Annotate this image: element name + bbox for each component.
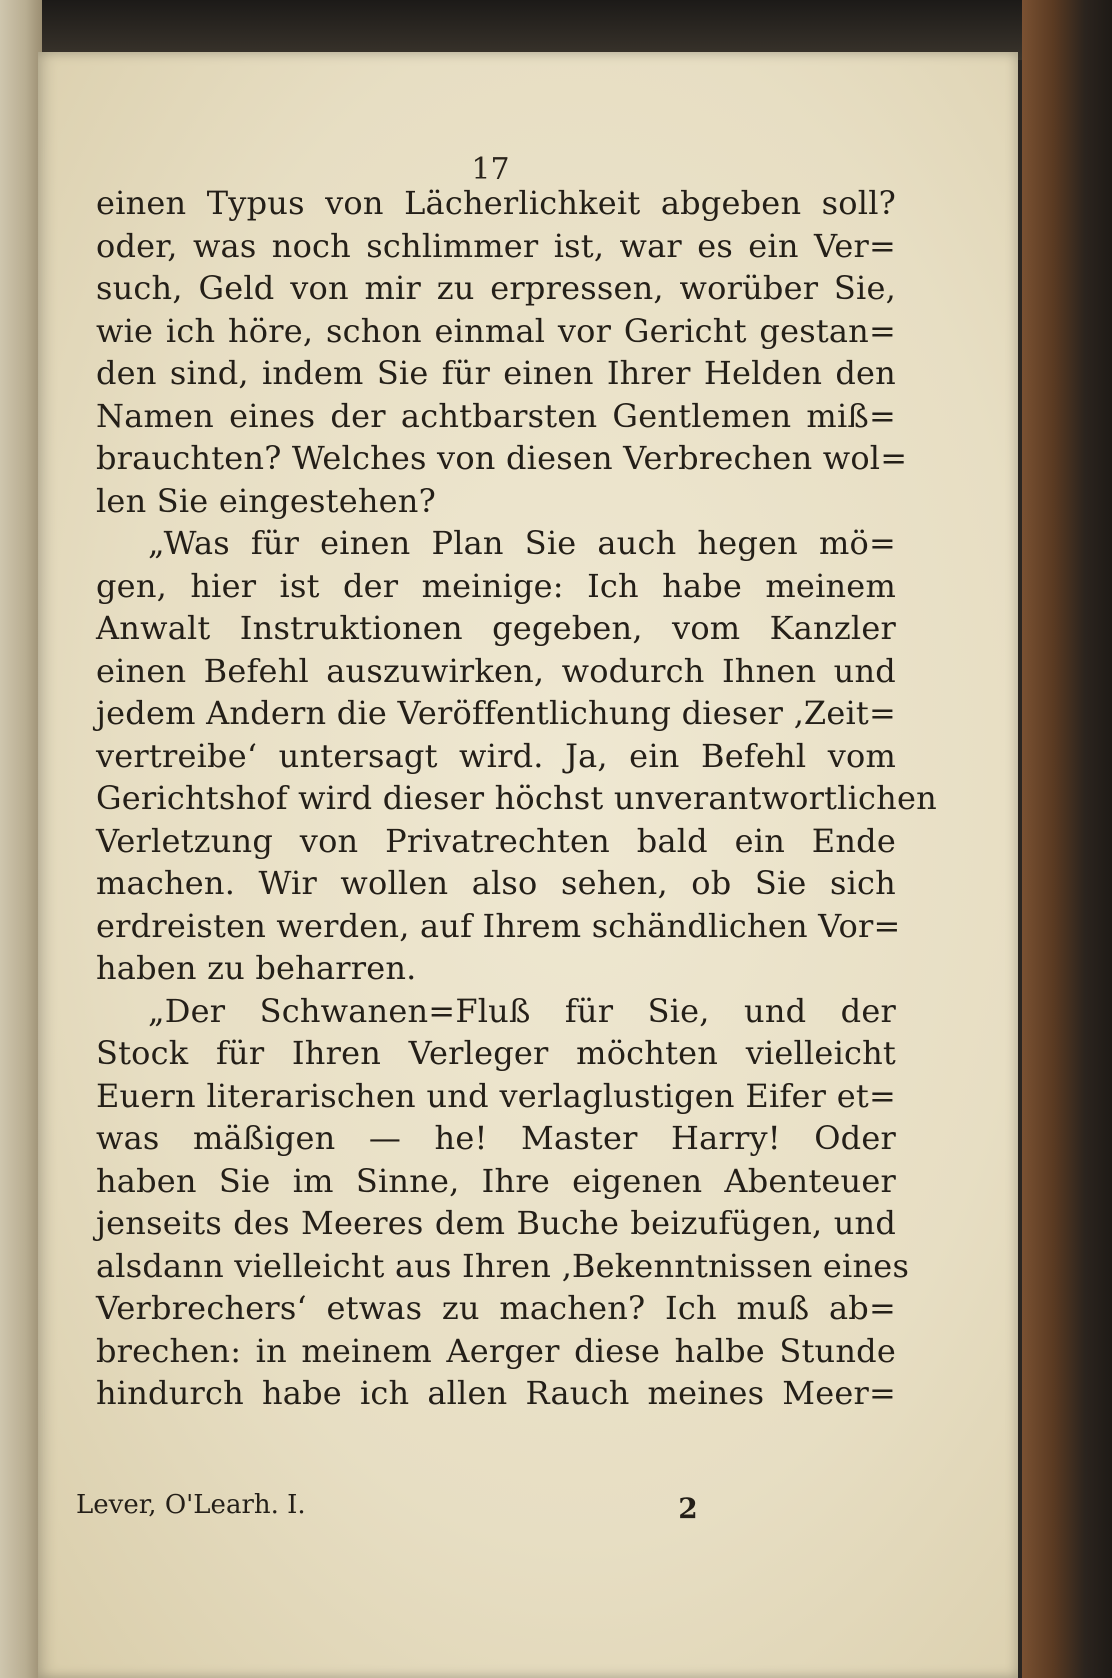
text-line: machen. Wir wollen also sehen, ob Sie sich [96, 864, 896, 902]
text-line: brauchten? Welches von diesen Verbrechen wol= [96, 439, 908, 477]
text-line: „Der Schwanen=Fluß für Sie, und der [148, 991, 896, 1030]
text-line: jedem Andern die Veröffentlichung dieser ‚Zeit= [96, 694, 896, 732]
text-line: jenseits des Meeres dem Buche beizufügen, und [96, 1204, 896, 1242]
text-line: vertreibe‘ untersagt wird. Ja, ein Befehl vom [96, 736, 896, 775]
book-cover-top [0, 0, 1112, 60]
text-line: such, Geld von mir zu erpressen, worüber Sie, [96, 269, 896, 307]
book-page [38, 52, 1018, 1678]
text-line: len Sie eingestehen? [96, 481, 436, 520]
text-line: brechen: in meinem Aerger diese halbe Stunde [96, 1331, 896, 1370]
text-line: erdreisten werden, auf Ihrem schändlichen Vor= [96, 906, 901, 945]
text-line: einen Typus von Lächerlichkeit abgeben soll? [96, 184, 896, 222]
text-line: alsdann vielleicht aus Ihren ‚Bekenntnissen eines [96, 1246, 910, 1285]
text-line: haben Sie im Sinne, Ihre eigenen Abenteuer [96, 1161, 896, 1200]
text-line: Verletzung von Privatrechten bald ein Ende [96, 821, 896, 860]
text-line: Stock für Ihren Verleger möchten vielleicht [96, 1034, 896, 1072]
page-number: 17 [471, 152, 510, 187]
text-line: oder, was noch schlimmer ist, war es ein Ver= [96, 226, 896, 265]
text-line: Anwalt Instruktionen gegeben, vom Kanzler [96, 609, 896, 647]
text-line: haben zu beharren. [96, 949, 417, 987]
signature-mark: 2 [678, 1492, 698, 1525]
book-cover-right [1022, 0, 1112, 1678]
text-line: wie ich höre, schon einmal vor Gericht gestan= [96, 311, 896, 350]
text-line: Gerichtshof wird dieser höchst unverantwortlichen [96, 779, 937, 817]
page-text [96, 182, 937, 1415]
book-page-edges-left [0, 0, 42, 1678]
text-line: Namen eines der achtbarsten Gentlemen miß= [96, 396, 896, 435]
text-line: „Was für einen Plan Sie auch hegen mö= [148, 524, 896, 562]
text-line: Verbrechers‘ etwas zu machen? Ich muß ab= [96, 1289, 896, 1327]
footer-author-note: Lever, O'Learh. I. [76, 1490, 306, 1520]
text-line: einen Befehl auszuwirken, wodurch Ihnen und [96, 651, 896, 690]
text-line: hindurch habe ich allen Rauch meines Meer= [96, 1374, 896, 1412]
text-line: Euern literarischen und verlaglustigen Eifer et= [96, 1076, 896, 1115]
text-line: was mäßigen — he! Master Harry! Oder [96, 1119, 896, 1157]
text-line: den sind, indem Sie für einen Ihrer Helden den [96, 354, 896, 392]
text-line: gen, hier ist der meinige: Ich habe meinem [96, 566, 896, 605]
